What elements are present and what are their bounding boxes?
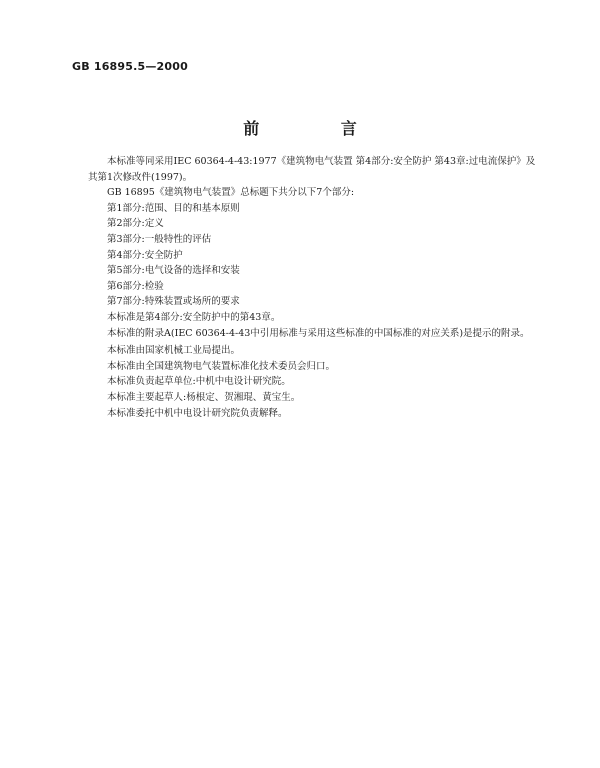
part-list-item-2: 第2部分:定义 — [107, 218, 164, 230]
foreword-body — [88, 154, 543, 421]
part-list-item-5: 第5部分:电气设备的选择和安装 — [107, 265, 240, 277]
part-list-item-4: 第4部分:安全防护 — [107, 249, 183, 261]
part-list-item-6: 第6部分:检验 — [107, 280, 164, 292]
foreword-paragraph-parts-intro: GB 16895《建筑物电气装置》总标题下共分以下7个部分: — [107, 187, 355, 199]
foreword-paragraph-chapter: 本标准是第4部分:安全防护中的第43章。 — [107, 311, 281, 323]
foreword-paragraph-proposer: 本标准由国家机械工业局提出。 — [107, 345, 241, 357]
part-list-item-3: 第3部分:一般特性的评估 — [107, 233, 212, 245]
part-list-item-7: 第7部分:特殊装置或场所的要求 — [107, 296, 240, 308]
foreword-paragraph-committee: 本标准由全国建筑物电气装置标准化技术委员会归口。 — [107, 360, 336, 372]
foreword-paragraph-drafters: 本标准主要起草人:杨根定、贺湘琨、黄宝生。 — [107, 391, 301, 403]
part-list-item-1: 第1部分:范围、目的和基本原则 — [107, 202, 240, 214]
foreword-paragraph-adoption: 本标准等同采用IEC 60364-4-43:1977《建筑物电气装置 第4部分:安全防护 第43章:过电流保护》及其第1次修改件(1997)。 — [88, 156, 536, 183]
foreword-paragraph-annex: 本标准的附录A(IEC 60364-4-43中引用标准与采用这些标准的中国标准的对应关系)是提示的附录。 — [107, 327, 530, 339]
foreword-paragraph-drafting-unit: 本标准负责起草单位:中机中电设计研究院。 — [107, 376, 291, 388]
page-title: 前 言 — [243, 119, 395, 138]
standard-code: GB 16895.5—2000 — [72, 60, 188, 73]
foreword-paragraph-interpretation: 本标准委托中机中电设计研究院负责解释。 — [107, 407, 288, 419]
